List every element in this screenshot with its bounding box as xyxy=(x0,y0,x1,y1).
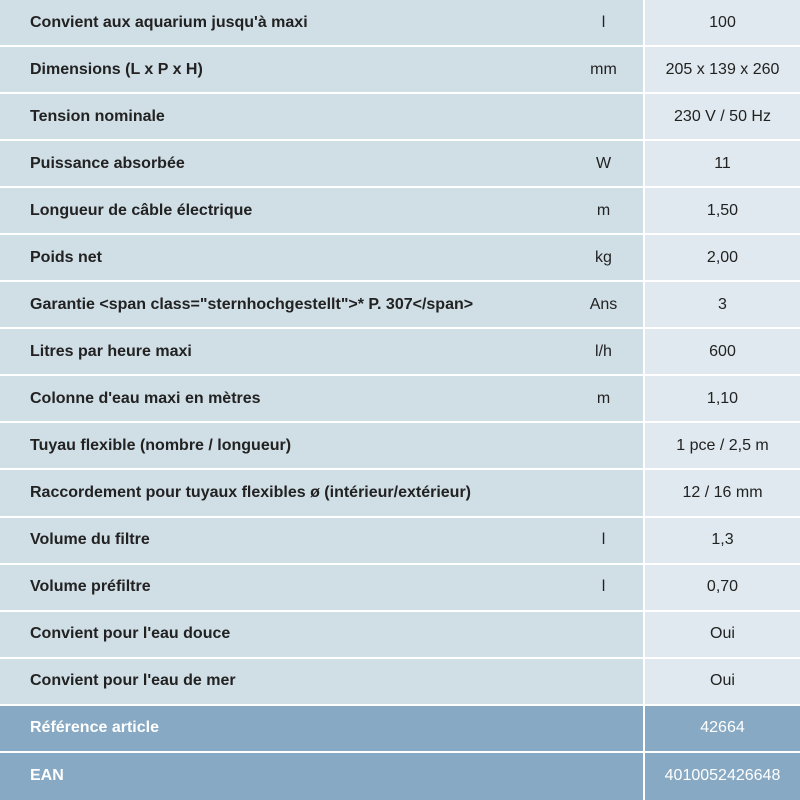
ean-label: EAN xyxy=(0,753,564,800)
spec-row xyxy=(0,565,800,612)
spec-unit: l/h xyxy=(564,329,645,376)
spec-unit: m xyxy=(564,188,645,235)
spec-label: Longueur de câble électrique xyxy=(0,188,564,235)
spec-value: 1,10 xyxy=(645,376,800,423)
spec-unit: l xyxy=(564,518,645,565)
spec-label: Dimensions (L x P x H) xyxy=(0,47,564,94)
spec-label: Garantie <span class="sternhochgestellt">* P. 307</span> xyxy=(0,282,564,329)
spec-unit xyxy=(564,423,645,470)
spec-label: Volume du filtre xyxy=(0,518,564,565)
spec-label: Tension nominale xyxy=(0,94,564,141)
spec-unit xyxy=(564,612,645,659)
spec-value: Oui xyxy=(645,659,800,706)
spec-label: Convient aux aquarium jusqu'à maxi xyxy=(0,0,564,47)
spec-row xyxy=(0,659,800,706)
spec-unit: l xyxy=(564,565,645,612)
spec-value: 3 xyxy=(645,282,800,329)
spec-value: 1 pce / 2,5 m xyxy=(645,423,800,470)
spec-label: Poids net xyxy=(0,235,564,282)
spec-row xyxy=(0,518,800,565)
spec-value: 1,50 xyxy=(645,188,800,235)
reference-unit xyxy=(564,706,645,753)
spec-value: 205 x 139 x 260 xyxy=(645,47,800,94)
spec-row xyxy=(0,235,800,282)
spec-unit: kg xyxy=(564,235,645,282)
spec-value: 100 xyxy=(645,0,800,47)
spec-label: Convient pour l'eau douce xyxy=(0,612,564,659)
spec-unit: l xyxy=(564,0,645,47)
spec-row xyxy=(0,188,800,235)
spec-row xyxy=(0,282,800,329)
spec-value: 11 xyxy=(645,141,800,188)
spec-value: 1,3 xyxy=(645,518,800,565)
spec-unit: mm xyxy=(564,47,645,94)
spec-label: Volume préfiltre xyxy=(0,565,564,612)
spec-label: Colonne d'eau maxi en mètres xyxy=(0,376,564,423)
spec-row xyxy=(0,0,800,47)
spec-row xyxy=(0,329,800,376)
spec-row xyxy=(0,376,800,423)
spec-value: 2,00 xyxy=(645,235,800,282)
reference-value: 42664 xyxy=(645,706,800,753)
spec-row xyxy=(0,141,800,188)
spec-label: Raccordement pour tuyaux flexibles ø (intérieur/extérieur) xyxy=(0,470,564,517)
spec-unit xyxy=(564,470,645,517)
spec-unit xyxy=(564,659,645,706)
spec-label: Convient pour l'eau de mer xyxy=(0,659,564,706)
spec-label: Litres par heure maxi xyxy=(0,329,564,376)
spec-unit: W xyxy=(564,141,645,188)
spec-row xyxy=(0,612,800,659)
spec-value: 230 V / 50 Hz xyxy=(645,94,800,141)
ean-value: 4010052426648 xyxy=(645,753,800,800)
spec-label: Tuyau flexible (nombre / longueur) xyxy=(0,423,564,470)
spec-row xyxy=(0,423,800,470)
ean-unit xyxy=(564,753,645,800)
spec-unit: m xyxy=(564,376,645,423)
spec-value: 600 xyxy=(645,329,800,376)
ean-row xyxy=(0,753,800,800)
reference-label: Référence article xyxy=(0,706,564,753)
spec-value: Oui xyxy=(645,612,800,659)
spec-unit xyxy=(564,94,645,141)
reference-row xyxy=(0,706,800,753)
spec-row xyxy=(0,94,800,141)
spec-unit: Ans xyxy=(564,282,645,329)
spec-value: 0,70 xyxy=(645,565,800,612)
spec-value: 12 / 16 mm xyxy=(645,470,800,517)
spec-label: Puissance absorbée xyxy=(0,141,564,188)
spec-row xyxy=(0,47,800,94)
spec-row xyxy=(0,470,800,517)
